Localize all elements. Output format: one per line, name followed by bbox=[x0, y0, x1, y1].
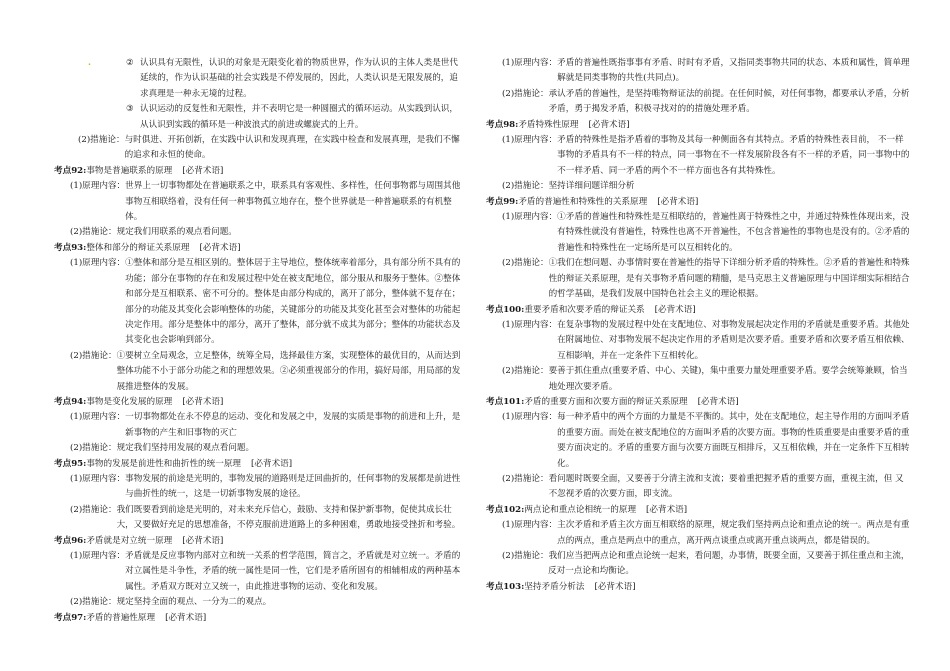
point-para: (2)措施论： ①我们在想问题、办事情时要在普遍性的指导下详细分析矛盾的特殊性。②矛盾的普遍性和特殊性的辩证关系原理，是有关事物矛盾问题的精髓，是马克思主义普遍原理与中国详细实际相结合的哲学基础，是我们发展中国特色社会主义的理论根据。 bbox=[502, 258, 910, 300]
intro-item bbox=[126, 102, 464, 133]
point-para: (2)措施论： 我们应当把两点论和重点论统一起来，看问题，办事情，既要全面，又要善于抓住重点和主流， bbox=[502, 551, 910, 561]
point-heading: 考点100:重要矛盾和次要矛盾的辩证关系 [必背术语] bbox=[486, 304, 696, 315]
point-para: (1)原理内容： 一切事物都处在永不停息的运动、变化和发展之中，发展的实质是事物的前进和上升，是新事物的产生和旧事物的灭亡 bbox=[70, 412, 461, 438]
para-label: (2)措施论： bbox=[78, 135, 125, 146]
item-marker: ③ bbox=[126, 104, 134, 115]
point-heading: 考点102:两点论和重点论相统一的原理 [必背术语] bbox=[486, 504, 688, 515]
right-column bbox=[486, 56, 911, 595]
point-para: (1)原理内容： 世界上一切事物都处在普遍联系之中，联系具有客观性、多样性，任何事物都与周围其他事物互相联络着，没有任何一种事物孤立地存在，整个世界就是一种普遍联系的有机整体。 bbox=[70, 181, 461, 223]
intro-list bbox=[54, 56, 464, 133]
point-para: (2)措施论： 规定我们用联系的观点看问题。 bbox=[70, 227, 237, 238]
point-para: (2)措施论： 看问题时既要全面，又要善于分清主流和支流；要着重把握矛盾的重要方面，重视主流，但 又不忽视矛盾的次要方面，即支流。 bbox=[502, 473, 904, 500]
point-heading: 考点95:事物的发展是前进性和曲折性的统一原理 [必背术语] bbox=[54, 458, 293, 469]
point-para: (2)措施论： 规定坚持全面的观点、一分为二的观点。 bbox=[70, 597, 272, 608]
point-heading: 考点94:事物是变化发展的原理 [必背术语] bbox=[54, 396, 224, 407]
point-para: (1)原理内容： 在复杂事物的发展过程中处在支配地位、对事物发展起决定作用的矛盾就是重要矛盾。其他处在附属地位、对事物发展不起决定作用的矛盾则是次要矛盾。重要矛盾和次要矛盾互相依赖、互相影响，并在一定条件下互相转化。 bbox=[502, 319, 910, 361]
point-para: (2)措施论： ①要树立全局观念，立足整体，统筹全局，选择最佳方案，实现整体的最优目的，从而达到整体功能不小于部分功能之和的理想效果。②必须重视部分的作用，搞好局部，用局部的发展推进整体的发展。 bbox=[70, 350, 461, 392]
bullet-mark: . bbox=[88, 58, 91, 68]
point-para: (2)措施论： 规定我们坚持用发展的观点看问题。 bbox=[70, 443, 255, 454]
point-para: (1)原理内容： ①矛盾的普遍性和特殊性是互相联结的，普遍性离于特殊性之中，并通过特殊性体现出来，没有特殊性就没有普遍性，特殊性也离不开普遍性，不包含普遍性的事物也是没有的。②矛盾的普遍性和特殊性在一定场所是可以互相转化的。 bbox=[502, 212, 910, 253]
point-para: (1)原理内容： 矛盾就是反应事物内部对立和统一关系的哲学范围，简言之，矛盾就是对立统一。矛盾的 对立属性是斗争性，矛盾的统一属性是同一性，它们是矛盾所固有的相辅相成的两种基本属性。矛盾双方既对立又统一，由此推进事物的运动、变化和发展。 bbox=[70, 551, 461, 592]
point-para: (1)原理内容： 事物发展的前途是光明的，事物发展的道路则是迂回曲折的，任何事物的发展都是前进性与曲折性的统一，这是一切新事物发展的途径。 bbox=[70, 473, 461, 500]
intro-measure bbox=[54, 133, 464, 164]
point-para: (1)原理内容： 矛盾的特殊性是指矛盾着的事物及其每一种侧面各有其特点。矛盾的特殊性表目前， 不一样事物的矛盾具有不一样的特点，同一事物在不一样发展阶段各有不一样的矛盾，同一事物中的不一样矛盾、同一矛盾的两个不一样方面也各有其特殊性。 bbox=[502, 135, 910, 176]
point-heading: 考点96:矛盾就是对立统一原理 [必背术语] bbox=[54, 535, 224, 546]
point-para: (2)措施论： 要善于抓住重点(重要矛盾、中心、关键)，集中重要力量处理重要矛盾。要学会统筹兼顾，恰当地处理次要矛盾。 bbox=[502, 366, 908, 392]
intro-item bbox=[126, 56, 464, 102]
point-heading: 考点101:矛盾的重要方面和次要方面的辩证关系原理 [必背术语] bbox=[486, 396, 739, 407]
point-extra-line: 反对一点论和均衡论。 bbox=[548, 566, 634, 577]
point-para: (2)措施论： 坚持详细问题详细分析 bbox=[502, 181, 635, 192]
point-para: (1)原理内容： ①整体和部分是互相区别的。整体居于主导地位，整体统率着部分，具有部分所不具有的功能；部分在事物的存在和发展过程中处在被支配地位，部分服从和服务于整体。②整体和部分是互相联系、密不可分的。整体是由部分构成的，离开了部分，整体就不复存在；部分的功能及其变化会影响整体的功能，关键部分的功能及其变化甚至会对整体的功能起决定作用。部分是整体中的部分，离开了整体，部分就不成其为部分；整体的功能状态及其变化也会影响到部分。 bbox=[70, 258, 461, 346]
point-heading: 考点99:矛盾的普遍性和特殊性的关系原理 [必背术语] bbox=[486, 196, 699, 207]
left-column bbox=[54, 56, 464, 626]
point-para: (2)措施论： 承认矛盾的普遍性，是坚持唯物辩证法的前提。在任何时候，对任何事物，都要承认矛盾，分析矛盾，勇于揭发矛盾，积极寻找对的的措施处理矛盾。 bbox=[502, 88, 910, 115]
point-heading: 考点103:坚持矛盾分析法 [必背术语] bbox=[486, 581, 636, 592]
point-para: (1)原理内容： 每一种矛盾中的两个方面的力量是不平衡的。其中，处在支配地位，起主导作用的方面叫矛盾的重要方面。而处在被支配地位的方面叫矛盾的次要方面。事物的性质重要是由重要矛盾的重要方面决定的。矛盾的重要方面与次要方面既互相排斥，又互相依赖，并在一定条件下互相转化。 bbox=[502, 412, 910, 469]
para-text: 与时俱进、开拓创新，在实践中认识和发现真理，在实践中检查和发展真理，是我们不懈的追求和永恒的使命。 bbox=[124, 135, 460, 161]
item-text: 认识运动的反复性和无限性，并不表明它是一种圆圈式的循环运动。从实践到认识，从认识到实践的循环是一种波浪式的前进或螺旋式的上升。 bbox=[140, 104, 458, 130]
point-para: (2)措施论： 我们既要看到前途是光明的，对未来充斥信心，鼓励、支持和保护新事物，促使其成长壮大，又要做好充足的思想准备，不停克服前进道路上的多种困难，勇敢地接受挫折和考验。 bbox=[70, 504, 461, 531]
item-text: 认识具有无限性，认识的对象是无限变化着的物质世界，作为认识的主体人类是世代延续的，作为认识基础的社会实践是不停发展的，因此，人类认识是无限发展的，追求真理是一种永无境的过程。 bbox=[140, 58, 458, 99]
point-heading: 考点93:整体和部分的辩证关系原理 [必背术语] bbox=[54, 242, 241, 253]
point-heading: 考点92:事物是普遍联系的原理 [必背术语] bbox=[54, 165, 224, 176]
item-marker: ② bbox=[126, 58, 134, 68]
point-heading: 考点97:矛盾的普遍性原理 [必背术语] bbox=[54, 612, 207, 623]
point-para: (1)原理内容： 主次矛盾和矛盾主次方面互相联络的原理，规定我们坚持两点论和重点论的统一。两点是有重点的两点，重点是两点中的重点，离开两点谈重点或离开重点谈两点，都是错误的。 bbox=[502, 520, 910, 546]
point-heading: 考点98:矛盾特殊性原理 [必背术语] bbox=[486, 119, 630, 130]
point-para: (1)原理内容： 矛盾的普遍性既指事事有矛盾、时时有矛盾，又指同类事物共同的状态、本质和属性，简单理解就是同类事物的共性(共同点)。 bbox=[502, 58, 910, 84]
